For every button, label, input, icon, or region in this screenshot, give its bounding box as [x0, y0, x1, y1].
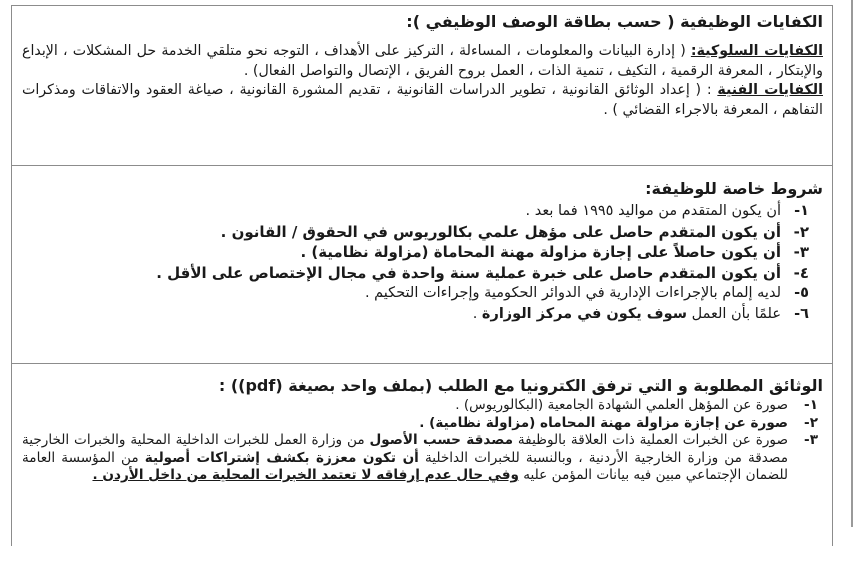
special-conditions-heading: شروط خاصة للوظيفة:	[645, 179, 823, 198]
item-text: لديه إلمام بالإجراءات الإدارية في الدوائر الحكومية وإجراءات التحكيم .	[364, 285, 781, 301]
workplace-emphasis: سوف يكون في مركز الوزارة	[481, 305, 687, 322]
item-text: أن يكون المتقدم حاصل على خبرة عملية سنة واحدة في مجال الإختصاص على الأقل .	[156, 263, 781, 282]
item-number: ٣-	[793, 243, 809, 261]
special-conditions-section	[12, 166, 832, 364]
documents-list	[22, 397, 823, 485]
list-item	[22, 283, 809, 304]
item-number: ٤-	[793, 263, 809, 282]
item-number: ٥-	[794, 285, 809, 301]
item-text: علمًا بأن العمل سوف يكون في مركز الوزارة .	[472, 305, 781, 322]
list-item	[22, 397, 818, 415]
technical-label: الكفايات الفنية	[717, 82, 823, 98]
list-item	[22, 304, 809, 325]
competencies-heading: الكفايات الوظيفية ( حسب بطاقة الوصف الوظيفي ):	[406, 12, 823, 31]
list-item	[22, 222, 809, 243]
required-documents-section	[12, 364, 832, 564]
item-text: أن يكون حاصلاً على إجازة مزاولة مهنة المحاماة (مزاولة نظامية) .	[300, 243, 781, 261]
technical-competencies	[22, 81, 823, 120]
required-documents-heading: الوثائق المطلوبة و التي ترفق الكترونيا مع الطلب (بملف واحد بصيغة (pdf)) :	[218, 376, 823, 395]
list-item	[22, 432, 818, 485]
list-item	[22, 242, 809, 263]
behavioral-competencies	[22, 42, 823, 81]
certified-emphasis: مصدقة حسب الأصول	[369, 432, 514, 448]
item-text: أن يكون المتقدم من مواليد ١٩٩٥ فما بعد .	[525, 203, 781, 219]
list-item	[22, 415, 818, 433]
item-number: ٣-	[804, 432, 818, 448]
competencies-section	[12, 6, 832, 166]
item-number: ٦-	[794, 305, 809, 322]
item-text: أن يكون المتقدم حاصل على مؤهل علمي بكالوريوس في الحقوق / القانون .	[220, 222, 781, 241]
item-text: صورة عن المؤهل العلمي الشهادة الجامعية (البكالوريوس) .	[455, 397, 788, 413]
list-item	[22, 263, 809, 284]
technical-text: : ( إعداد الوثائق القانونية ، تطوير الدراسات القانونية ، تقديم المشورة القانونية ، صياغة العقود والاتفاقات ومذكرات التفاهم ، المعرفة بالاجراء القضائي ) .	[22, 82, 823, 118]
item-text: صورة عن الخبرات العملية ذات العلاقة بالوظيفة مصدقة حسب الأصول من وزارة العمل للخبرات الداخلية المحلية والخبرات الخارجية مصدقة من وزارة الخارجية الأردنية ، وبالنسبة للخبرات الداخلية أن تكون معززة بكشف إشتراكات أصولية من المؤسسة العامة للضمان الإجتماعي مبين فيه بيانات المؤمن عليه وفي حال عدم إرفاقه لا تعتمد الخبرات المحلية من داخل الأردن .	[22, 432, 788, 483]
social-security-emphasis: أن تكون معززة بكشف إشتراكات أصولية	[144, 449, 419, 466]
item-text: صورة عن إجازة مزاولة مهنة المحاماه (مزاولة نظامية) .	[419, 414, 788, 431]
item-number: ١-	[804, 397, 818, 413]
job-description-table	[11, 5, 833, 546]
item-number: ١-	[794, 203, 809, 219]
item-number: ٢-	[804, 414, 818, 431]
behavioral-text: ( إدارة البيانات والمعلومات ، المساءلة ، التركيز على الأهداف ، التوجه نحو متلقي الخدمة حل المشكلات ، الإبداع والإبتكار ، المعرفة الرقمية ، التكيف ، تنمية الذات ، العمل بروح الفريق ، الإتصال والتواصل الفعال) .	[22, 43, 823, 79]
page-edge-line	[851, 0, 853, 527]
behavioral-label: الكفايات السلوكية:	[690, 43, 823, 59]
conditions-list	[22, 201, 823, 324]
warning-emphasis: وفي حال عدم إرفاقه لا تعتمد الخبرات المحلية من داخل الأردن .	[92, 467, 519, 483]
list-item	[22, 201, 809, 222]
item-number: ٢-	[793, 222, 809, 241]
